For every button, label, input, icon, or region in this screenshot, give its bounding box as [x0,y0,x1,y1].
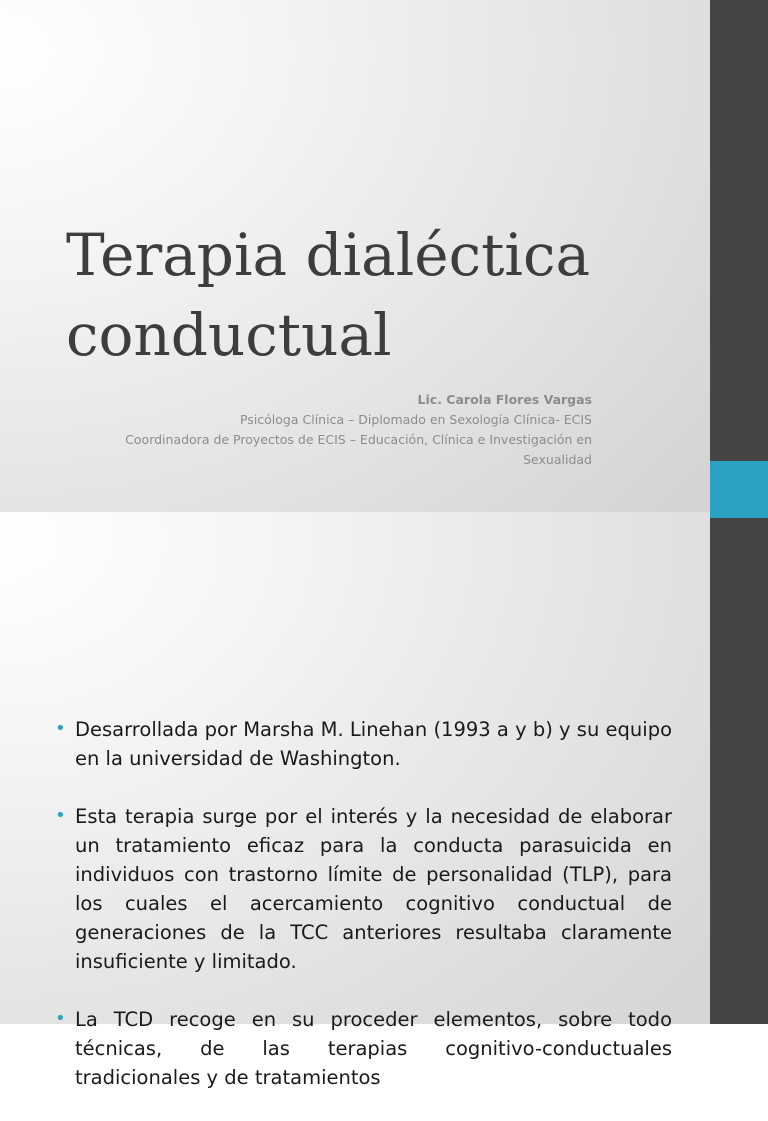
slide-side-bar [710,512,768,1024]
subtitle-block [92,390,592,470]
title-slide [0,0,768,512]
bullet-item [52,1005,672,1092]
bullet-dot-icon: • [55,718,66,739]
author-organization: Coordinadora de Proyectos de ECIS – Educación, Clínica e Investigación en Sexualidad [125,432,592,467]
bullet-item [52,715,672,773]
author-role: Psicóloga Clínica – Diplomado en Sexología Clínica- ECIS [239,412,592,427]
slide-title: Terapia dialéctica conductual [66,221,591,369]
accent-block [710,461,768,518]
bullet-text: La TCD recoge en su proceder elementos, sobre todo técnicas, de las terapias cognitivo-conductuales tradicionales y de tratamientos [75,1008,672,1089]
bullet-dot-icon: • [55,1008,66,1029]
bullet-text: Esta terapia surge por el interés y la necesidad de elaborar un tratamiento eficaz para la conducta parasuicida en individuos con trastorno límite de personalidad (TLP), para los cuales el acercamiento cognitivo conductual de generaciones de la TCC anteriores resultaba claramente insuficiente y limitado. [75,805,672,973]
bullet-item [52,802,672,976]
bullet-text: Desarrollada por Marsha M. Linehan (1993 a y b) y su equipo en la universidad de Washington. [75,718,672,770]
slide-side-bar [710,0,768,512]
bullet-dot-icon: • [55,805,66,826]
bullet-list [52,715,672,1121]
author-name: Lic. Carola Flores Vargas [417,392,592,407]
content-slide [0,512,768,1089]
